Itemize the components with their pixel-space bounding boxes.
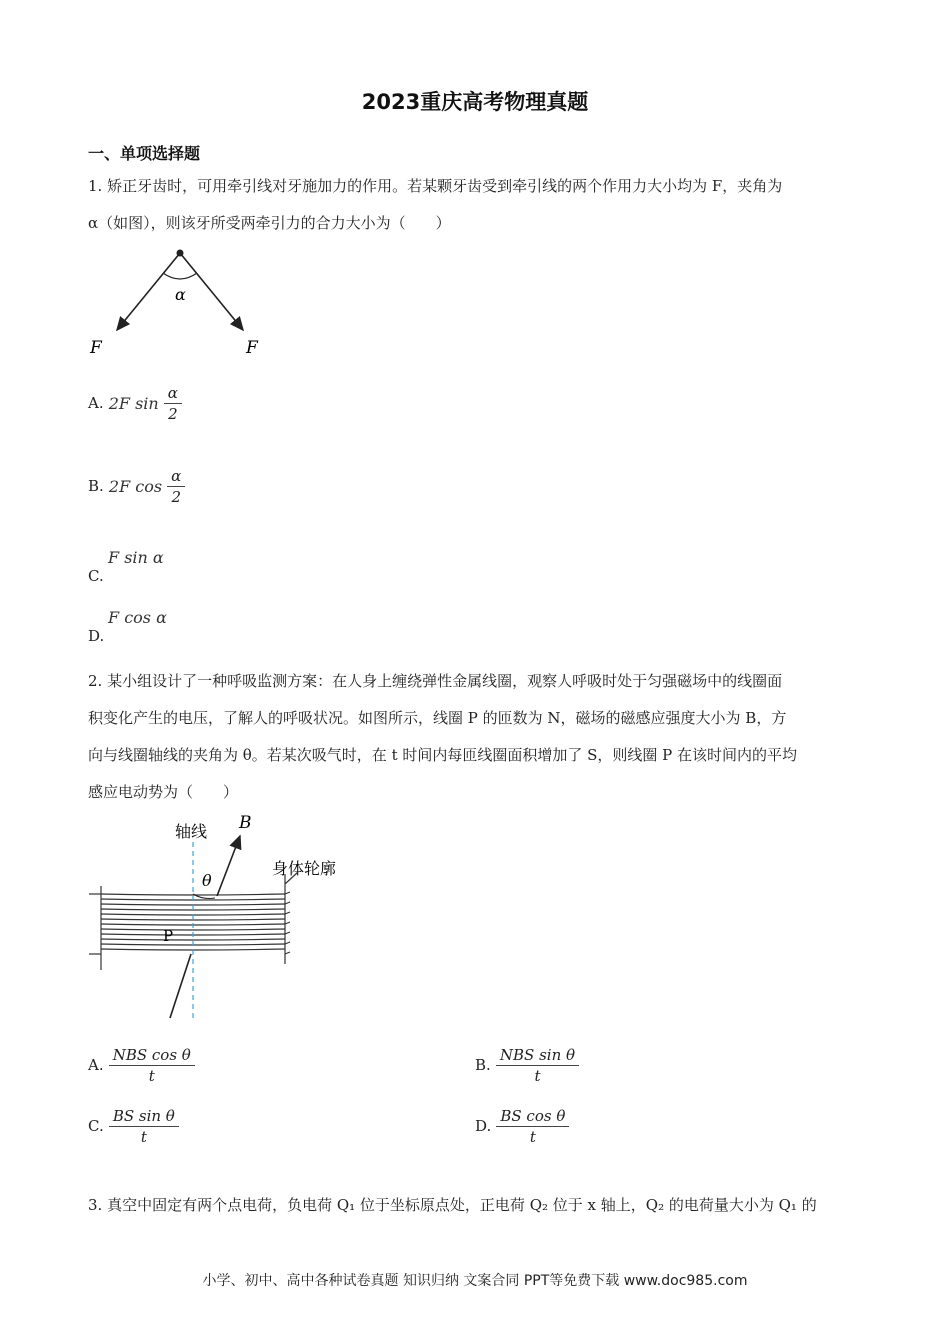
option-1c-expr: F sin α bbox=[108, 548, 164, 567]
question-2-line-3: 向与线圈轴线的夹角为 θ。若某次吸气时，在 t 时间内每匝线圈面积增加了 S，则线圈 P 在该时间内的平均 bbox=[88, 746, 798, 764]
body-outline-label: 身体轮廓 bbox=[272, 859, 337, 878]
numerator: BS cos θ bbox=[496, 1107, 569, 1127]
theta-label: θ bbox=[202, 871, 212, 890]
option-2b-fraction bbox=[496, 1046, 579, 1085]
field-line-lower bbox=[170, 954, 191, 1018]
question-1-figure bbox=[85, 245, 275, 360]
page-footer: 小学、初中、高中各种试卷真题 知识归纳 文案合同 PPT等免费下载 www.doc985.com bbox=[202, 1273, 748, 1289]
option-letter: A. bbox=[88, 1056, 104, 1074]
option-2a-fraction bbox=[109, 1046, 195, 1085]
option-1a-fraction bbox=[164, 384, 182, 423]
option-1b[interactable] bbox=[88, 467, 185, 506]
denominator: 2 bbox=[168, 405, 178, 423]
question-3-text bbox=[88, 1187, 868, 1224]
option-letter: A. bbox=[88, 394, 104, 412]
option-1a-coef: 2F sin bbox=[108, 394, 159, 413]
numerator: NBS cos θ bbox=[109, 1046, 195, 1066]
numerator: BS sin θ bbox=[109, 1107, 179, 1127]
denominator: t bbox=[529, 1128, 536, 1146]
coil-label: P bbox=[163, 927, 174, 945]
denominator: t bbox=[534, 1067, 541, 1085]
option-letter: D. bbox=[475, 1117, 492, 1135]
option-2d-fraction bbox=[496, 1107, 569, 1146]
numerator: α bbox=[164, 384, 182, 404]
question-1-line-2: α（如图），则该牙所受两牵引力的合力大小为（ ） bbox=[88, 214, 451, 232]
option-letter: C. bbox=[88, 1117, 104, 1135]
option-1b-fraction bbox=[167, 467, 185, 506]
question-1-text bbox=[88, 168, 868, 242]
page-title: 2023重庆高考物理真题 bbox=[361, 90, 589, 114]
question-2-text bbox=[88, 663, 868, 811]
numerator: α bbox=[167, 467, 185, 487]
question-2-line-1: 2. 某小组设计了一种呼吸监测方案：在人身上缠绕弹性金属线圈，观察人呼吸时处于匀强磁场中的线圈面 bbox=[88, 672, 783, 690]
option-letter: D. bbox=[88, 627, 105, 645]
angle-arc bbox=[163, 273, 197, 279]
option-2b[interactable] bbox=[475, 1046, 579, 1085]
option-letter: B. bbox=[88, 477, 104, 495]
option-2c-fraction bbox=[109, 1107, 179, 1146]
force-label-left: F bbox=[90, 338, 102, 358]
option-2c[interactable] bbox=[88, 1107, 179, 1146]
question-1-line-1: 1. 矫正牙齿时，可用牵引线对牙施加力的作用。若某颗牙齿受到牵引线的两个作用力大小均为 F，夹角为 bbox=[88, 177, 783, 195]
option-1d-expr: F cos α bbox=[108, 608, 167, 627]
force-label-right: F bbox=[246, 338, 258, 358]
question-2-line-4: 感应电动势为（ ） bbox=[88, 783, 239, 801]
option-1b-coef: 2F cos bbox=[108, 477, 163, 496]
section-heading: 一、单项选择题 bbox=[88, 144, 201, 163]
field-arrow bbox=[217, 836, 240, 896]
denominator: t bbox=[148, 1067, 155, 1085]
force-arrow-right bbox=[180, 253, 243, 330]
option-2d[interactable] bbox=[475, 1107, 569, 1146]
question-3-line-1: 3. 真空中固定有两个点电荷，负电荷 Q₁ 位于坐标原点处，正电荷 Q₂ 位于 x 轴上，Q₂ 的电荷量大小为 Q₁ 的 bbox=[88, 1196, 817, 1214]
denominator: t bbox=[140, 1128, 147, 1146]
body-outline bbox=[89, 874, 290, 970]
option-1c[interactable] bbox=[88, 548, 164, 585]
option-1d[interactable] bbox=[88, 608, 167, 645]
force-arrow-left bbox=[117, 253, 180, 330]
option-2a[interactable] bbox=[88, 1046, 195, 1085]
option-1a[interactable] bbox=[88, 384, 182, 423]
question-2-line-2: 积变化产生的电压，了解人的呼吸状况。如图所示，线圈 P 的匝数为 N，磁场的磁感应强度大小为 B，方 bbox=[88, 709, 787, 727]
numerator: NBS sin θ bbox=[496, 1046, 579, 1066]
axis-label: 轴线 bbox=[175, 822, 208, 841]
denominator: 2 bbox=[171, 488, 181, 506]
angle-label: α bbox=[175, 285, 186, 304]
option-letter: B. bbox=[475, 1056, 491, 1074]
field-label: B bbox=[239, 813, 252, 833]
question-2-figure bbox=[85, 812, 365, 1027]
option-letter: C. bbox=[88, 567, 104, 585]
